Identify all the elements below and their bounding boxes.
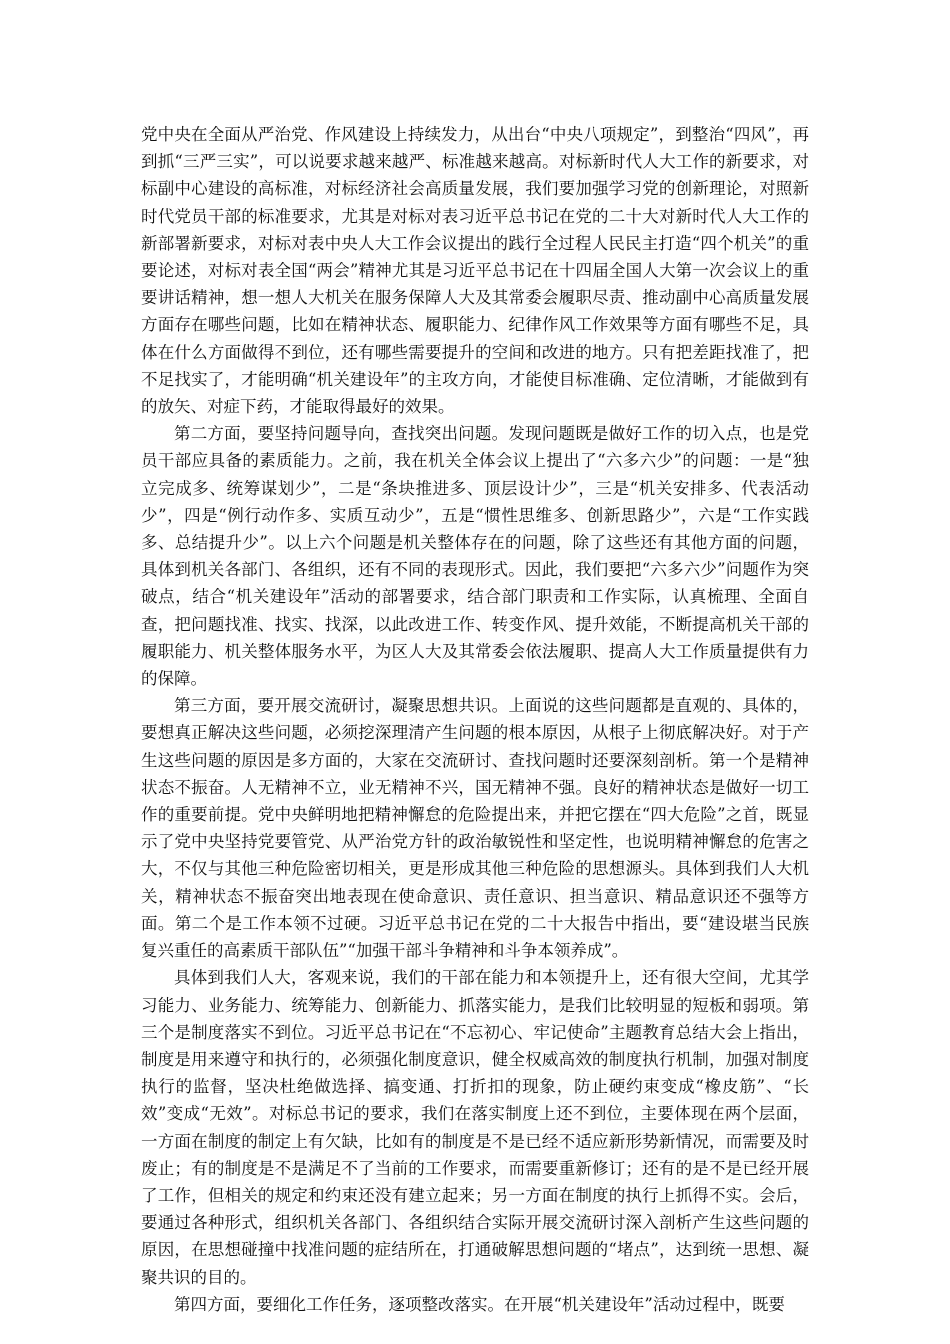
paragraph-fourth-aspect: 第四方面，要细化工作任务，逐项整改落实。在开展“机关建设年”活动过程中，既要 [174, 1294, 785, 1314]
document-page [141, 121, 809, 1318]
paragraph-third-aspect: 第三方面，要开展交流研讨，凝聚思想共识。上面说的这些问题都是直观的、具体的，要想真正解决这些问题，必须挖深理清产生问题的根本原因，从根子上彻底解决好。对于产生这些问题的原因是多方面的，大家在交流研讨、查找问题时还要深刻剖析。第一个是精神状态不振奋。人无精神不立，业无精神不兴，国无精神不强。良好的精神状态是做好一切工作的重要前提。党中央鲜明地把精神懈怠的危险提出来，并把它摆在“四大危险”之首，既显示了党中央坚持党要管党、从严治党方针的政治敏锐性和坚定性，也说明精神懈怠的危害之大，不仅与其他三种危险密切相关，更是形成其他三种危险的思想源头。具体到我们人大机关，精神状态不振奋突出地表现在使命意识、责任意识、担当意识、精品意识还不强等方面。第二个是工作本领不过硬。习近平总书记在党的二十大报告中指出，要“建设堪当民族复兴重任的高素质干部队伍”“加强干部斗争精神和斗争本领养成”。 [141, 696, 809, 961]
paragraph-continuation: 党中央在全面从严治党、作风建设上持续发力，从出台“中央八项规定”，到整治“四风”，再到抓“三严三实”，可以说要求越来越严、标准越来越高。对标新时代人大工作的新要求，对标副中心建设的高标准，对标经济社会高质量发展，我们要加强学习党的创新理论，对照新时代党员干部的标准要求，尤其是对标对表习近平总书记在党的二十大对新时代人大工作的新部署新要求，对标对表中央人大工作会议提出的践行全过程人民民主打造“四个机关”的重要论述，对标对表全国“两会”精神尤其是习近平总书记在十四届全国人大第一次会议上的重要讲话精神，想一想人大机关在服务保障人大及其常委会履职尽责、推动副中心高质量发展方面存在哪些问题，比如在精神状态、履职能力、纪律作风工作效果等方面有哪些不足，具体在什么方面做得不到位，还有哪些需要提升的空间和改进的地方。只有把差距找准了，把不足找实了，才能明确“机关建设年”的主攻方向，才能使目标准确、定位清晰，才能做到有的放矢、对症下药，才能取得最好的效果。 [141, 125, 809, 417]
paragraph-second-aspect: 第二方面，要坚持问题导向，查找突出问题。发现问题既是做好工作的切入点，也是党员干部应具备的素质能力。之前，我在机关全体会议上提出了“六多六少”的问题：一是“独立完成多、统筹谋划少”，二是“条块推进多、顶层设计少”，三是“机关安排多、代表活动少”，四是“例行动作多、实质互动少”，五是“惯性思维多、创新思路少”，六是“工作实践多、总结提升少”。以上六个问题是机关整体存在的问题，除了这些还有其他方面的问题，具体到机关各部门、各组织，还有不同的表现形式。因此，我们要把“六多六少”问题作为突破点，结合“机关建设年”活动的部署要求，结合部门职责和工作实际，认真梳理、全面自查，把问题找准、找实、找深，以此改进工作、转变作风、提升效能，不断提高机关干部的履职能力、机关整体服务水平，为区人大及其常委会依法履职、提高人大工作质量提供有力的保障。 [141, 424, 809, 689]
paragraph-specific-to-npc: 具体到我们人大，客观来说，我们的干部在能力和本领提升上，还有很大空间，尤其学习能力、业务能力、统筹能力、创新能力、抓落实能力，是我们比较明显的短板和弱项。第三个是制度落实不到位。习近平总书记在“不忘初心、牢记使命”主题教育总结大会上指出，制度是用来遵守和执行的，必须强化制度意识，健全权威高效的制度执行机制，加强对制度执行的监督，坚决杜绝做选择、搞变通、打折扣的现象，防止硬约束变成“橡皮筋”、“长效”变成“无效”。对标总书记的要求，我们在落实制度上还不到位，主要体现在两个层面，一方面在制度的制定上有欠缺，比如有的制度是不是已经不适应新形势新情况，而需要及时废止；有的制度是不是满足不了当前的工作要求，而需要重新修订；还有的是不是已经开展了工作，但相关的规定和约束还没有建立起来；另一方面在制度的执行上抓得不实。会后，要通过各种形式，组织机关各部门、各组织结合实际开展交流研讨深入剖析产生这些问题的原因，在思想碰撞中找准问题的症结所在，打通破解思想问题的“堵点”，达到统一思想、凝聚共识的目的。 [141, 968, 809, 1287]
